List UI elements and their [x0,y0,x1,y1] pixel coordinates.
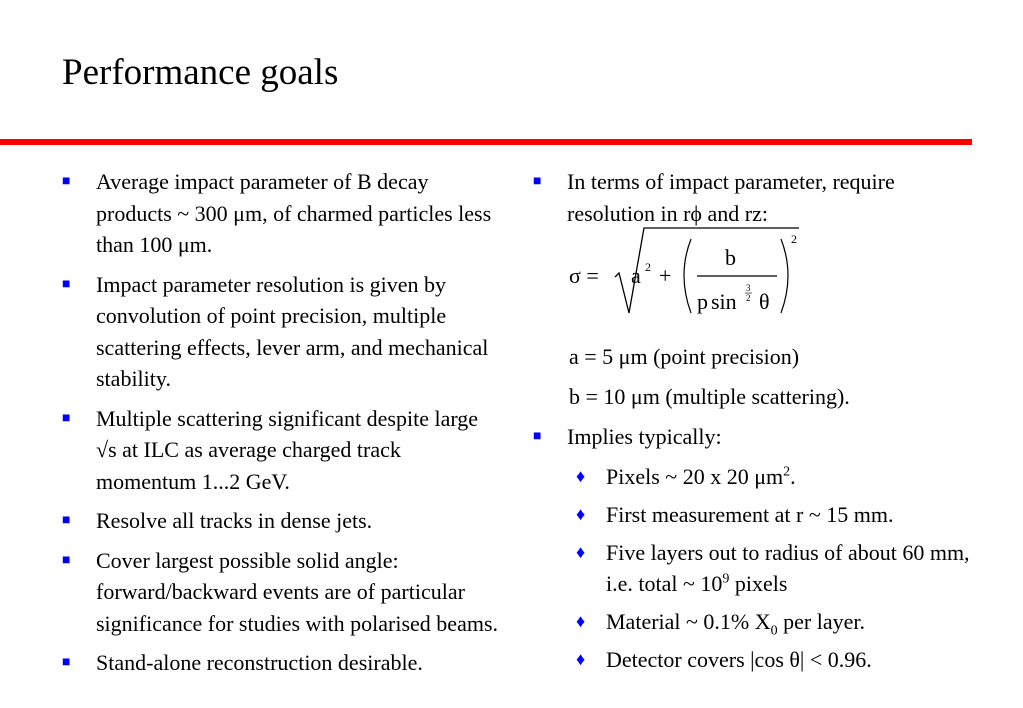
sub-text: First measurement at r ~ 15 mm. [606,501,894,527]
sub-text: . [790,463,796,489]
resolution-formula [569,232,973,337]
bullet-text: Impact parameter resolution is given by convolution of point precision, multiple scattering effects, lever arm, and mechanical stability. [96,271,489,391]
diamond-bullet-icon: ♦ [576,648,586,669]
equation-b: b = 10 μm (multiple scattering). [569,384,850,409]
sub-text: Five layers out to radius of about 60 mm, i.e. total ~ 10 [606,539,970,596]
left-column [62,166,502,687]
subscript: 0 [770,622,778,638]
list-item [62,647,502,679]
square-bullet-icon: ■ [533,429,542,444]
diamond-bullet-icon: ♦ [576,541,586,562]
sub-list-item [533,537,973,599]
left-paren [684,239,691,313]
sub-text: Detector covers |cos θ| < 0.96. [606,646,872,672]
superscript: 2 [783,464,791,480]
square-bullet-icon: ■ [62,276,71,292]
list-item [62,166,502,261]
sub-text: Material ~ 0.1% X [606,608,771,634]
sub-list-item [533,644,973,675]
list-item [533,421,973,453]
list-item [62,403,502,498]
bullet-text: Stand-alone reconstruction desirable. [96,650,423,675]
sub-list-item [533,499,973,530]
title-divider [0,139,972,145]
bullet-text: Multiple scattering significant despite large √s at ILC as average charged track momentum 1...2 GeV. [96,405,479,494]
square-bullet-icon: ■ [62,410,71,426]
superscript: 9 [722,571,730,587]
sub-text: per layer. [777,608,865,634]
right-paren [781,239,788,313]
right-column [533,166,973,682]
slide-title: Performance goals [62,52,339,93]
diamond-bullet-icon: ♦ [576,465,586,486]
sub-list-item [533,606,973,637]
formula-p: p [697,289,708,314]
diamond-bullet-icon: ♦ [576,503,586,524]
formula-lhs: σ = [569,263,599,288]
bullet-text: Resolve all tracks in dense jets. [96,508,373,533]
sub-text: Pixels ~ 20 x 20 μm [606,463,784,489]
list-item [533,166,973,229]
equation-a: a = 5 μm (point precision) [569,344,800,369]
formula-numerator: b [725,245,736,270]
sub-text: pixels [729,570,788,596]
formula-outer-exp: 2 [791,232,797,246]
sub-list-item [533,461,973,492]
formula-plus: + [659,263,672,288]
formula-graphic [569,225,829,325]
formula-frac-exp-den: 2 [746,293,751,303]
list-item [62,505,502,537]
formula-a-exp: 2 [645,260,651,274]
square-bullet-icon: ■ [62,655,71,670]
bullet-text: Average impact parameter of B decay products ~ 300 μm, of charmed particles less than 100 μm. [96,169,492,257]
square-bullet-icon: ■ [62,552,71,568]
diamond-bullet-icon: ♦ [576,610,586,631]
bullet-text: In terms of impact parameter, require resolution in rϕ and rz: [567,169,895,226]
list-item [62,269,502,395]
bullet-text: Implies typically: [567,424,722,449]
formula-a: a [631,263,641,288]
formula-frac-exp-num: 3 [746,283,751,293]
bullet-text: Cover largest possible solid angle: forward/backward events are of particular significance for studies with polarised beams. [96,547,499,636]
square-bullet-icon: ■ [533,174,542,189]
square-bullet-icon: ■ [62,513,71,528]
formula-sin: sin [711,289,737,314]
list-item [62,545,502,640]
formula-theta: θ [759,289,770,314]
square-bullet-icon: ■ [62,174,71,189]
